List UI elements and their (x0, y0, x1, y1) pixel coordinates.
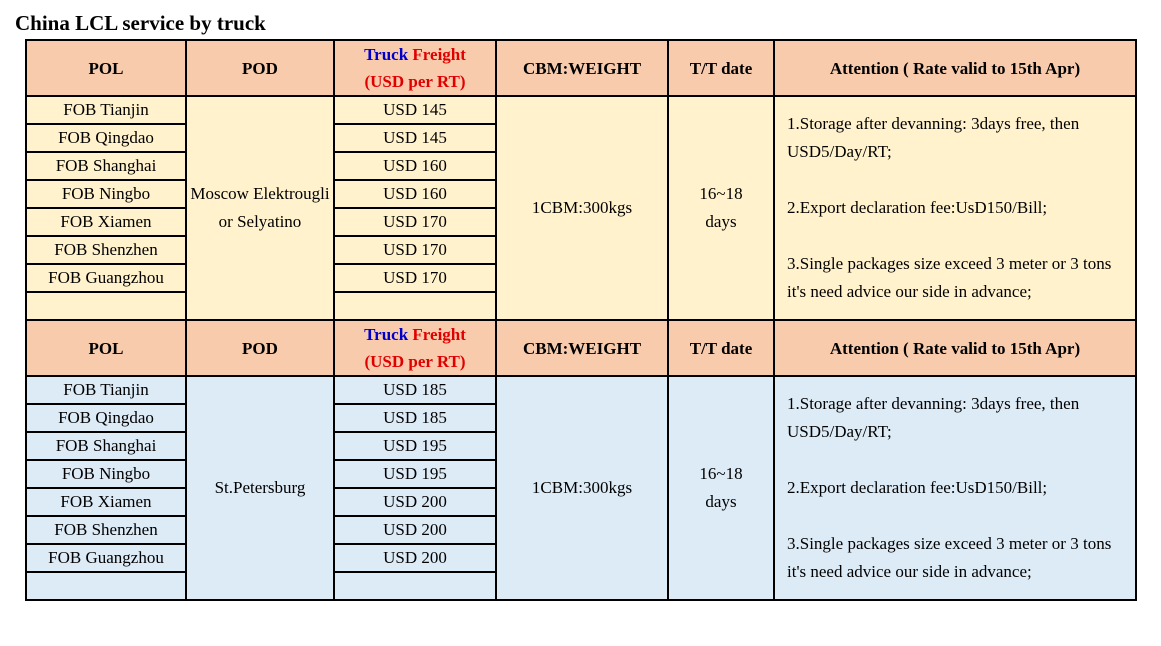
header-freight (334, 320, 496, 376)
rate-cell: USD 170 (334, 208, 496, 236)
header-cbm-weight: CBM:WEIGHT (496, 320, 668, 376)
rate-cell (334, 572, 496, 600)
rate-cell: USD 170 (334, 236, 496, 264)
attention-note: 2.Export declaration fee:UsD150/Bill; (787, 478, 1048, 497)
header-freight-word: Freight (412, 325, 466, 344)
pol-cell: FOB Guangzhou (26, 544, 186, 572)
header-freight-unit: (USD per RT) (364, 352, 466, 371)
pol-cell (26, 292, 186, 320)
header-freight-truck: Truck (364, 325, 409, 344)
rate-cell: USD 195 (334, 432, 496, 460)
pol-cell: FOB Qingdao (26, 124, 186, 152)
header-freight-title (335, 41, 495, 68)
pod-cell: Moscow Elektrougli or Selyatino (186, 96, 334, 320)
header-attention: Attention ( Rate valid to 15th Apr) (774, 40, 1136, 96)
pol-cell: FOB Tianjin (26, 96, 186, 124)
rate-cell: USD 185 (334, 376, 496, 404)
header-cbm-weight: CBM:WEIGHT (496, 40, 668, 96)
rate-table (25, 39, 1137, 601)
pol-cell: FOB Guangzhou (26, 264, 186, 292)
page-title: China LCL service by truck (15, 11, 266, 35)
pod-cell: St.Petersburg (186, 376, 334, 600)
header-pod: POD (186, 40, 334, 96)
header-freight-title (335, 321, 495, 348)
rate-cell: USD 160 (334, 180, 496, 208)
header-tt-date: T/T date (668, 40, 774, 96)
rate-cell: USD 200 (334, 544, 496, 572)
rate-cell: USD 145 (334, 96, 496, 124)
pol-cell: FOB Shanghai (26, 432, 186, 460)
rate-cell: USD 195 (334, 460, 496, 488)
pol-cell: FOB Xiamen (26, 208, 186, 236)
rate-cell: USD 185 (334, 404, 496, 432)
cbm-weight-cell: 1CBM:300kgs (496, 376, 668, 600)
header-freight-unit: (USD per RT) (364, 72, 466, 91)
table-row (26, 376, 1136, 404)
table-row (26, 96, 1136, 124)
pol-cell: FOB Qingdao (26, 404, 186, 432)
attention-cell (774, 96, 1136, 320)
rate-cell: USD 200 (334, 516, 496, 544)
rate-cell: USD 170 (334, 264, 496, 292)
header-row (26, 40, 1136, 96)
tt-date-cell: 16~18 days (668, 376, 774, 600)
pol-cell: FOB Shenzhen (26, 516, 186, 544)
attention-note: 3.Single packages size exceed 3 meter or 3 tons it's need advice our side in advance; (787, 254, 1112, 301)
header-pol: POL (26, 320, 186, 376)
attention-note: 2.Export declaration fee:UsD150/Bill; (787, 198, 1048, 217)
pol-cell: FOB Shenzhen (26, 236, 186, 264)
header-attention: Attention ( Rate valid to 15th Apr) (774, 320, 1136, 376)
pol-cell: FOB Xiamen (26, 488, 186, 516)
pol-cell: FOB Ningbo (26, 180, 186, 208)
header-freight (334, 40, 496, 96)
pol-cell: FOB Tianjin (26, 376, 186, 404)
pol-cell: FOB Ningbo (26, 460, 186, 488)
rate-cell: USD 200 (334, 488, 496, 516)
header-freight-truck: Truck (364, 45, 409, 64)
rate-cell: USD 145 (334, 124, 496, 152)
pol-cell (26, 572, 186, 600)
rate-cell: USD 160 (334, 152, 496, 180)
header-freight-word: Freight (412, 45, 466, 64)
rate-cell (334, 292, 496, 320)
attention-note: 1.Storage after devanning: 3days free, then USD5/Day/RT; (787, 394, 1080, 441)
cbm-weight-cell: 1CBM:300kgs (496, 96, 668, 320)
attention-cell (774, 376, 1136, 600)
pol-cell: FOB Shanghai (26, 152, 186, 180)
header-tt-date: T/T date (668, 320, 774, 376)
header-pod: POD (186, 320, 334, 376)
attention-note: 1.Storage after devanning: 3days free, then USD5/Day/RT; (787, 114, 1080, 161)
header-pol: POL (26, 40, 186, 96)
tt-date-cell: 16~18 days (668, 96, 774, 320)
attention-note: 3.Single packages size exceed 3 meter or 3 tons it's need advice our side in advance; (787, 534, 1112, 581)
header-row (26, 320, 1136, 376)
